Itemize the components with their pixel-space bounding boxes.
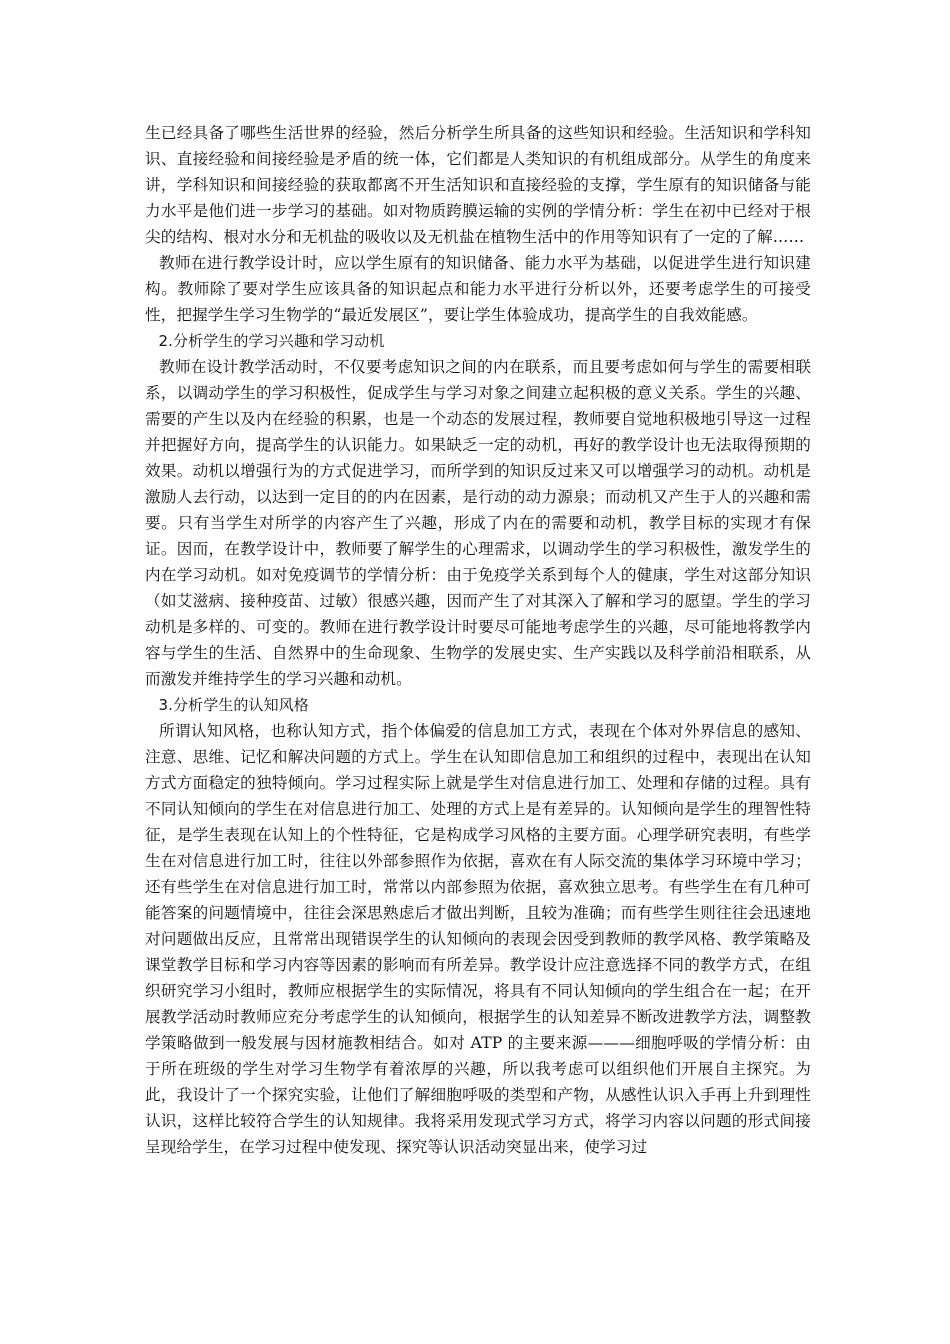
document-body — [145, 120, 811, 1160]
paragraph-cognitive-style: 所谓认知风格，也称认知方式，指个体偏爱的信息加工方式，表现在个体对外界信息的感知、注意、思维、记忆和解决问题的方式上。学生在认知即信息加工和组织的过程中，表现出在认知方式方面稳定的独特倾向。学习过程实际上就是学生对信息进行加工、处理和存储的过程。具有不同认知倾向的学生在对信息进行加工、处理的方式上是有差异的。认知倾向是学生的理智性特征，是学生表现在认知上的个性特征，它是构成学习风格的主要方面。心理学研究表明，有些学生在对信息进行加工时，往往以外部参照作为依据，喜欢在有人际交流的集体学习环境中学习；还有些学生在对信息进行加工时，常常以内部参照为依据，喜欢独立思考。有些学生在有几种可能答案的问题情境中，往往会深思熟虑后才做出判断，且较为准确；而有些学生则往往会迅速地对问题做出反应，且常常出现错误学生的认知倾向的表现会因受到教师的教学风格、教学策略及课堂教学目标和学习内容等因素的影响而有所差异。教学设计应注意选择不同的教学方式，在组织研究学习小组时，教师应根据学生的实际情况，将具有不同认知倾向的学生组合在一起；在开展教学活动时教师应充分考虑学生的认知倾向，根据学生的认知差异不断改进教学方法，调整教学策略做到一般发展与因材施教相结合。如对 ATP 的主要来源———细胞呼吸的学情分析：由于所在班级的学生对学习生物学有着浓厚的兴趣，所以我考虑可以组织他们开展自主探究。为此，我设计了一个探究实验，让他们了解细胞呼吸的类型和产物，从感性认识入手再上升到理性认识，这样比较符合学生的认知规律。我将采用发现式学习方式，将学习内容以问题的形式间接呈现给学生，在学习过程中使发现、探究等认识活动突显出来，使学习过 — [145, 722, 811, 1156]
section-heading-cognitive-style: 3.分析学生的认知风格 — [158, 696, 309, 714]
paragraph-continued: 生已经具备了哪些生活世界的经验，然后分析学生所具备的这些知识和经验。生活知识和学科知识、直接经验和间接经验是矛盾的统一体，它们都是人类知识的有机组成部分。从学生的角度来讲，学科知识和间接经验的获取都离不开生活知识和直接经验的支撑，学生原有的知识储备与能力水平是他们进一步学习的基础。如对物质跨膜运输的实例的学情分析：学生在初中已经对于根尖的结构、根对水分和无机盐的吸收以及无机盐在植物生活中的作用等知识有了一定的了解…… — [145, 124, 811, 246]
paragraph-knowledge-construction: 教师在进行教学设计时，应以学生原有的知识储备、能力水平为基础，以促进学生进行知识建构。教师除了要对学生应该具备的知识起点和能力水平进行分析以外，还要考虑学生的可接受性，把握学生学习生物学的“最近发展区”，要让学生体验成功，提高学生的自我效能感。 — [145, 254, 811, 324]
section-heading-interest-motivation: 2.分析学生的学习兴趣和学习动机 — [158, 332, 385, 350]
paragraph-interest-motivation: 教师在设计教学活动时，不仅要考虑知识之间的内在联系，而且要考虑如何与学生的需要相联系，以调动学生的学习积极性，促成学生与学习对象之间建立起积极的意义关系。学生的兴趣、需要的产生以及内在经验的积累，也是一个动态的发展过程，教师要自觉地积极地引导这一过程并把握好方向，提高学生的认识能力。如果缺乏一定的动机，再好的教学设计也无法取得预期的效果。动机以增强行为的方式促进学习，而所学到的知识反过来又可以增强学习的动机。动机是激励人去行动，以达到一定目的的内在因素，是行动的动力源泉；而动机又产生于人的兴趣和需要。只有当学生对所学的内容产生了兴趣，形成了内在的需要和动机，教学目标的实现才有保证。因而，在教学设计中，教师要了解学生的心理需求，以调动学生的学习积极性，激发学生的内在学习动机。如对免疫调节的学情分析：由于免疫学关系到每个人的健康，学生对这部分知识（如艾滋病、接种疫苗、过敏）很感兴趣，因而产生了对其深入了解和学习的愿望。学生的学习动机是多样的、可变的。教师在进行教学设计时要尽可能地考虑学生的兴趣，尽可能地将教学内容与学生的生活、自然界中的生命现象、生物学的发展史实、生产实践以及科学前沿相联系，从而激发并维持学生的学习兴趣和动机。 — [145, 358, 811, 688]
